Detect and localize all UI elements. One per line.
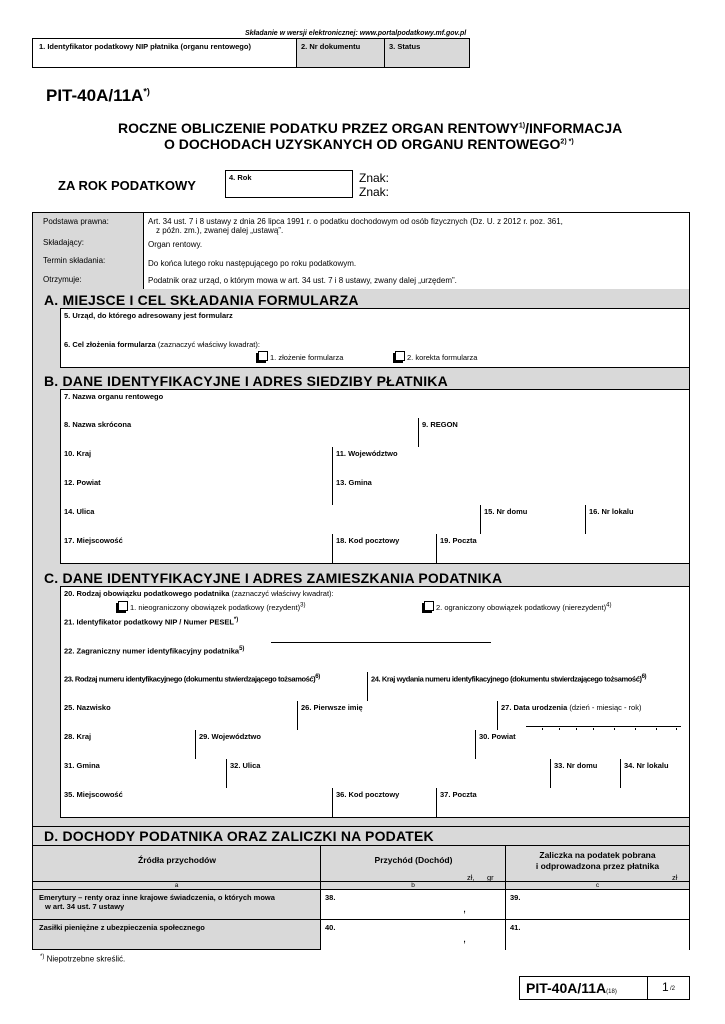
form-title-line2: O DOCHODACH UZYSKANYCH OD ORGANU $RENTOWEGO^{2) *)}$: [164, 136, 574, 152]
field-14-label: 14. Ulica: [64, 507, 95, 516]
col-income-header: [321, 846, 506, 882]
field-21-label: 21. Identyfikator podatkowy NIP / Numer PESEL*): [64, 617, 239, 627]
field-35-label: 35. Miejscowość: [64, 790, 123, 799]
field-40-comma: ,: [463, 933, 467, 945]
field-30[interactable]: [475, 730, 689, 760]
field-14[interactable]: [60, 505, 480, 535]
col-sources-label: Źródła przychodów: [138, 855, 216, 865]
doc-number-field: [297, 39, 385, 67]
form-title-line1: ROCZNE OBLICZENIE PODATKU PRZEZ ORGAN RENTOWY$^{1)}$/INFORMACJA: [118, 120, 623, 136]
field-5-label: 5. Urząd, do którego adresowany jest formularz: [64, 311, 233, 320]
field-15-label: 15. Nr domu: [484, 507, 528, 516]
field-22[interactable]: [60, 644, 689, 673]
podstawa-text1: Art. 34 ust. 7 i 8 ustawy z dnia 26 lipca 1991 r. o podatku dochodowym od osób fizycznych (Dz. U. z 2012 r. poz. 361,: [148, 217, 563, 226]
col-advance-label2: i odprowadzona przez płatnika: [535, 861, 660, 871]
income-unit-gr: gr: [487, 873, 494, 882]
field-27[interactable]: [497, 701, 689, 731]
field-16-label: 16. Nr lokalu: [589, 507, 634, 516]
field-41[interactable]: [506, 920, 689, 950]
field-25-label: 25. Nazwisko: [64, 703, 111, 712]
field-39[interactable]: [506, 890, 689, 920]
option-resident[interactable]: 1. nieograniczony obowiązek podatkowy (rezydent)$^{3)}$: [118, 601, 305, 612]
row-pensions-label2: w art. 34 ust. 7 ustawy: [45, 902, 125, 911]
podstawa-text2: z późn. zm.), zwanej dalej „ustawą”.: [156, 226, 284, 235]
footer-form-code: PIT-40A/11A(18): [526, 980, 617, 996]
nip-field[interactable]: [33, 39, 297, 67]
col-b-marker: b: [321, 882, 506, 890]
option-submit[interactable]: 1. złożenie formularza: [258, 351, 343, 362]
field-26-label: 26. Pierwsze imię: [301, 703, 363, 712]
doc-number-label: 2. Nr dokumentu: [301, 42, 361, 51]
field-34[interactable]: [620, 759, 689, 789]
field-25[interactable]: [60, 701, 297, 731]
col-a-marker: a: [33, 882, 321, 890]
row-pensions-label1: Emerytury – renty oraz inne krajowe świadczenia, o których mowa: [39, 893, 275, 902]
termin-label: Termin składania:: [43, 256, 106, 265]
field-19[interactable]: [436, 534, 689, 564]
field-29[interactable]: [195, 730, 475, 760]
field-7-label: 7. Nazwa organu rentowego: [64, 392, 164, 401]
field-8[interactable]: [60, 418, 418, 448]
field-31-label: 31. Gmina: [64, 761, 100, 770]
status-label: 3. Status: [389, 42, 421, 51]
field-37[interactable]: [436, 788, 689, 818]
footer-code-box: [519, 976, 690, 1000]
field-37-label: 37. Poczta: [440, 790, 477, 799]
field-38[interactable]: [321, 890, 506, 920]
skladajacy-text: Organ rentowy.: [148, 240, 203, 249]
nip-label: 1. Identyfikator podatkowy NIP płatnika (organu rentowego): [39, 42, 251, 51]
field-28[interactable]: [60, 730, 195, 760]
field-38-comma: ,: [463, 903, 467, 915]
checkbox-submit[interactable]: [258, 351, 268, 361]
income-unit-zl: zł,: [467, 873, 475, 882]
podstawa-label: Podstawa prawna:: [43, 217, 109, 226]
info-block: [33, 213, 689, 289]
field-41-label: 41.: [510, 923, 521, 932]
field-18[interactable]: [332, 534, 436, 564]
field-15[interactable]: [480, 505, 585, 535]
section-c-title: C. DANE IDENTYFIKACYJNE I ADRES ZAMIESZKANIA PODATNIKA: [44, 570, 503, 586]
col-c-marker: c: [506, 882, 689, 890]
option-nonresident[interactable]: 2. ograniczony obowiązek podatkowy (nierezydent)$^{4)}$: [424, 601, 611, 612]
field-28-label: 28. Kraj: [64, 732, 92, 741]
field-32[interactable]: [226, 759, 550, 789]
field-31[interactable]: [60, 759, 226, 789]
field-38-label: 38.: [325, 893, 336, 902]
col-income-label: Przychód (Dochód): [374, 855, 453, 865]
field-36[interactable]: [332, 788, 436, 818]
field-34-label: 34. Nr lokalu: [624, 761, 669, 770]
col-sources-header: [33, 846, 321, 882]
field-22-label: 22. Zagraniczny numer identyfikacyjny podatnika$^{5)}$: [64, 646, 245, 656]
field-11[interactable]: [332, 447, 689, 477]
field-17[interactable]: [60, 534, 332, 564]
row-benefits: [33, 920, 321, 950]
advance-unit-zl: zł: [672, 873, 678, 882]
page-number: 1 /2: [647, 977, 689, 999]
znak-1: Znak:: [359, 171, 390, 185]
info-values: [143, 213, 689, 289]
field-6: [60, 338, 689, 368]
footnote: *) Niepotrzebne skreślić.: [40, 954, 126, 964]
checkbox-nonresident[interactable]: [424, 601, 434, 611]
field-33[interactable]: [550, 759, 620, 789]
field-10[interactable]: [60, 447, 332, 477]
status-field: [385, 39, 469, 67]
year-field[interactable]: [225, 170, 353, 198]
field-36-label: 36. Kod pocztowy: [336, 790, 400, 799]
option-correction[interactable]: 2. korekta formularza: [395, 351, 477, 362]
field-24-label: 24. Kraj wydania numeru identyfikacyjnego (dokumentu stwierdzającego tożsamość)$^{6)}$: [371, 674, 647, 684]
field-16[interactable]: [585, 505, 689, 535]
row-benefits-label: Zasiłki pieniężne z ubezpieczenia społecznego: [39, 923, 205, 932]
col-advance-header: [506, 846, 689, 882]
field-21[interactable]: [60, 615, 689, 645]
znak-2: Znak:: [359, 185, 390, 199]
field-9[interactable]: [418, 418, 689, 448]
section-b-title: B. DANE IDENTYFIKACYJNE I ADRES SIEDZIBY PŁATNIKA: [44, 373, 448, 389]
field-12-label: 12. Powiat: [64, 478, 101, 487]
otrzymuje-label: Otrzymuje:: [43, 275, 82, 284]
field-5[interactable]: [60, 308, 689, 339]
otrzymuje-text: Podatnik oraz urząd, o którym mowa w art. 34 ust. 7 i 8 ustawy, zwany dalej „urzędem”.: [148, 276, 457, 285]
field-27-label: 27. Data urodzenia (dzień - miesiąc - rok): [501, 703, 642, 712]
field-11-label: 11. Województwo: [336, 449, 398, 458]
field-6-label: 6. Cel złożenia formularza (zaznaczyć właściwy kwadrat):: [64, 340, 260, 349]
field-29-label: 29. Województwo: [199, 732, 261, 741]
field-26[interactable]: [297, 701, 497, 731]
field-19-label: 19. Poczta: [440, 536, 477, 545]
field-40-label: 40.: [325, 923, 336, 932]
field-8-label: 8. Nazwa skrócona: [64, 420, 132, 429]
field-33-label: 33. Nr domu: [554, 761, 598, 770]
field-12[interactable]: [60, 476, 332, 506]
field-39-label: 39.: [510, 893, 521, 902]
field-35[interactable]: [60, 788, 332, 818]
field-7[interactable]: [60, 389, 689, 419]
checkbox-correction[interactable]: [395, 351, 405, 361]
col-advance-label1: Zaliczka na podatek pobrana: [539, 850, 656, 860]
section-d-title: D. DOCHODY PODATNIKA ORAZ ZALICZKI NA PODATEK: [44, 828, 434, 844]
header-box: [32, 38, 470, 68]
field-18-label: 18. Kod pocztowy: [336, 536, 400, 545]
nip-digit-cells: [271, 637, 491, 643]
income-table: [33, 845, 689, 949]
checkbox-resident[interactable]: [118, 601, 128, 611]
field-10-label: 10. Kraj: [64, 449, 92, 458]
field-13[interactable]: [332, 476, 689, 506]
row-pensions: [33, 890, 321, 920]
birthdate-digit-cells: [526, 721, 681, 727]
field-24[interactable]: [367, 672, 689, 702]
field-23-label: 23. Rodzaj numeru identyfikacyjnego (dokumentu stwierdzającego tożsamość)$^{6)}$: [64, 674, 320, 684]
year-label: 4. Rok: [229, 173, 252, 182]
skladajacy-label: Składający:: [43, 238, 84, 247]
field-40[interactable]: [321, 920, 506, 950]
field-23[interactable]: [60, 672, 367, 702]
form-code: PIT-40A/11A*): [46, 86, 150, 105]
field-30-label: 30. Powiat: [479, 732, 516, 741]
field-32-label: 32. Ulica: [230, 761, 261, 770]
section-a-title: A. MIEJSCE I CEL SKŁADANIA FORMULARZA: [44, 292, 359, 308]
submit-note: Składanie w wersji elektronicznej: www.portalpodatkowy.mf.gov.pl: [245, 30, 467, 37]
field-13-label: 13. Gmina: [336, 478, 372, 487]
tax-year-label: ZA ROK PODATKOWY: [58, 178, 196, 193]
field-9-label: 9. REGON: [422, 420, 458, 429]
field-20-label: 20. Rodzaj obowiązku podatkowego podatnika (zaznaczyć właściwy kwadrat):: [64, 589, 334, 598]
field-20: [60, 586, 689, 616]
field-17-label: 17. Miejscowość: [64, 536, 123, 545]
termin-text: Do końca lutego roku następującego po roku podatkowym.: [148, 259, 357, 268]
